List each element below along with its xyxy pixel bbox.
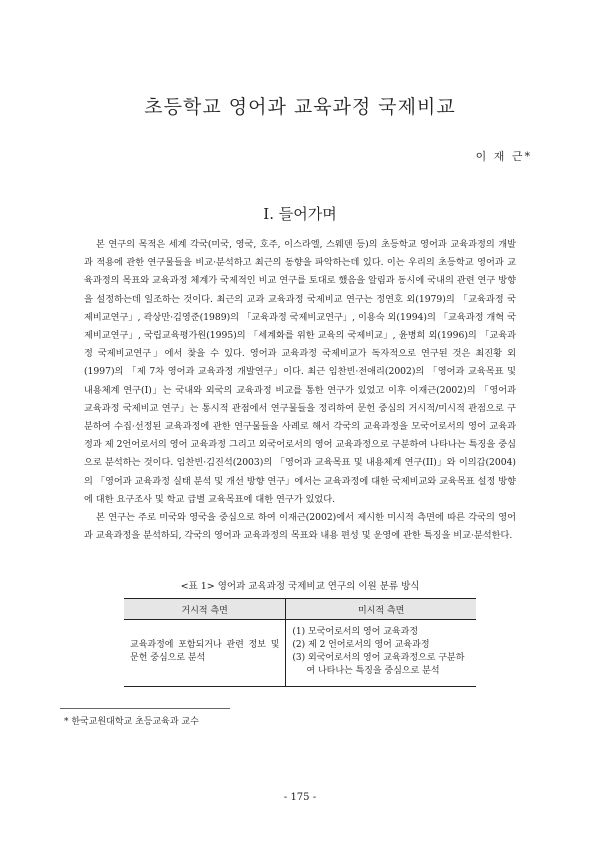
page-number: - 175 -	[283, 792, 317, 803]
body-text	[84, 236, 516, 545]
section-heading: I. 들어가며	[263, 205, 337, 223]
paragraph-1: 본 연구의 목적은 세계 각국(미국, 영국, 호주, 이스라엘, 스웨덴 등)의 초등학교 영어과 교육과정의 개발과 적용에 관한 연구물들을 비교·분석하고 최근의 동향을 파악하는데 있다. 이는 우리의 초등학교 영어과 교육과정의 목표와 교육과정 체계가 국제적인 비교 연구를 토대로 했음을 알림과 동시에 국내의 관련 연구 방향을 설정하는데 일조하는 것이다. 최근의 교과 교육과정 국제비교 연구는 정연호 외(1979)의 「교육과정 국제비교연구」, 곽상만·김영준(1989)의 「교육과정 국제비교연구」, 이용숙 외(1994)의 「교육과정 개혁 국제비교연구」, 국립교육평가원(1995)의 「세계화를 위한 교육의 국제비교」, 윤병희 외(1996)의 「교육과정 국제비교연구」에서 찾을 수 있다. 영어과 교육과정 국제비교가 독자적으로 연구된 것은 최진황 외(1997)의 「제 7차 영어과 교육과정 개발연구」이다. 최근 임찬빈·전애리(2002)의 「영어과 교육목표 및 내용체계 연구(I)」는 국내와 외국의 교육과정 비교를 통한 연구가 있었고 이후 이재근(2002)의 「영어과 교육과정 국제비교 연구」는 통시적 관점에서 연구물들을 정리하여 문헌 중심의 거시적/미시적 관점으로 구분하여 수집·선정된 교육과정에 관한 연구물들을 사례로 해서 각국의 교육과정을 모국어로서의 영어 교육과정과 제 2언어로서의 영어 교육과정 그리고 외국어로서의 영어 교육과정으로 구분하여 나타나는 특징을 중심으로 분석하는 것이다. 임찬빈·김진석(2003)의 「영어과 교육목표 및 내용체계 연구(II)」와 이의갑(2004)의 「영어과 교육과정 실태 분석 및 개선 방향 연구」에서는 교육과정에 대한 국제비교와 교육목표 설정 방향에 대한 요구조사 및 학교 급별 교육목표에 대한 연구가 있었다.	[84, 239, 517, 505]
footnote-divider	[60, 708, 230, 709]
micro-item-3: (3) 외국어로서의 영어 교육과정으로 구분하여 나타나는 특징을 중심으로 분석	[292, 653, 465, 676]
footnote: * 한국교원대학교 초등교육과 교수	[64, 717, 199, 727]
table-header-row	[124, 599, 476, 620]
table-row	[124, 620, 476, 687]
header-micro: 미시적 측면	[286, 599, 476, 620]
micro-cell	[286, 620, 476, 687]
paper-title: 초등학교 영어과 교육과정 국제비교	[144, 96, 456, 118]
classification-table	[124, 598, 476, 687]
author-name: 이 재 근*	[475, 150, 532, 163]
micro-item-1: (1) 모국어로서의 영어 교육과정	[292, 627, 419, 637]
micro-list	[292, 626, 470, 678]
paragraph-2: 본 연구는 주로 미국와 영국을 중심으로 하여 이재근(2002)에서 제시한 미시적 측면에 따른 각국의 영어과 교육과정을 분석하되, 각국의 영어과 교육과정의 목표와 내용 편성 및 운영에 관한 특징을 비교·분석한다.	[84, 512, 516, 542]
header-macro: 거시적 측면	[124, 599, 286, 620]
table-caption: <표 1> 영어과 교육과정 국제비교 연구의 이원 분류 방식	[180, 581, 420, 592]
micro-item-2: (2) 제 2 언어로서의 영어 교육과정	[292, 640, 430, 650]
macro-cell: 교육과정에 포함되거나 관련 정보 및 문헌 중심으로 분석	[124, 620, 286, 687]
